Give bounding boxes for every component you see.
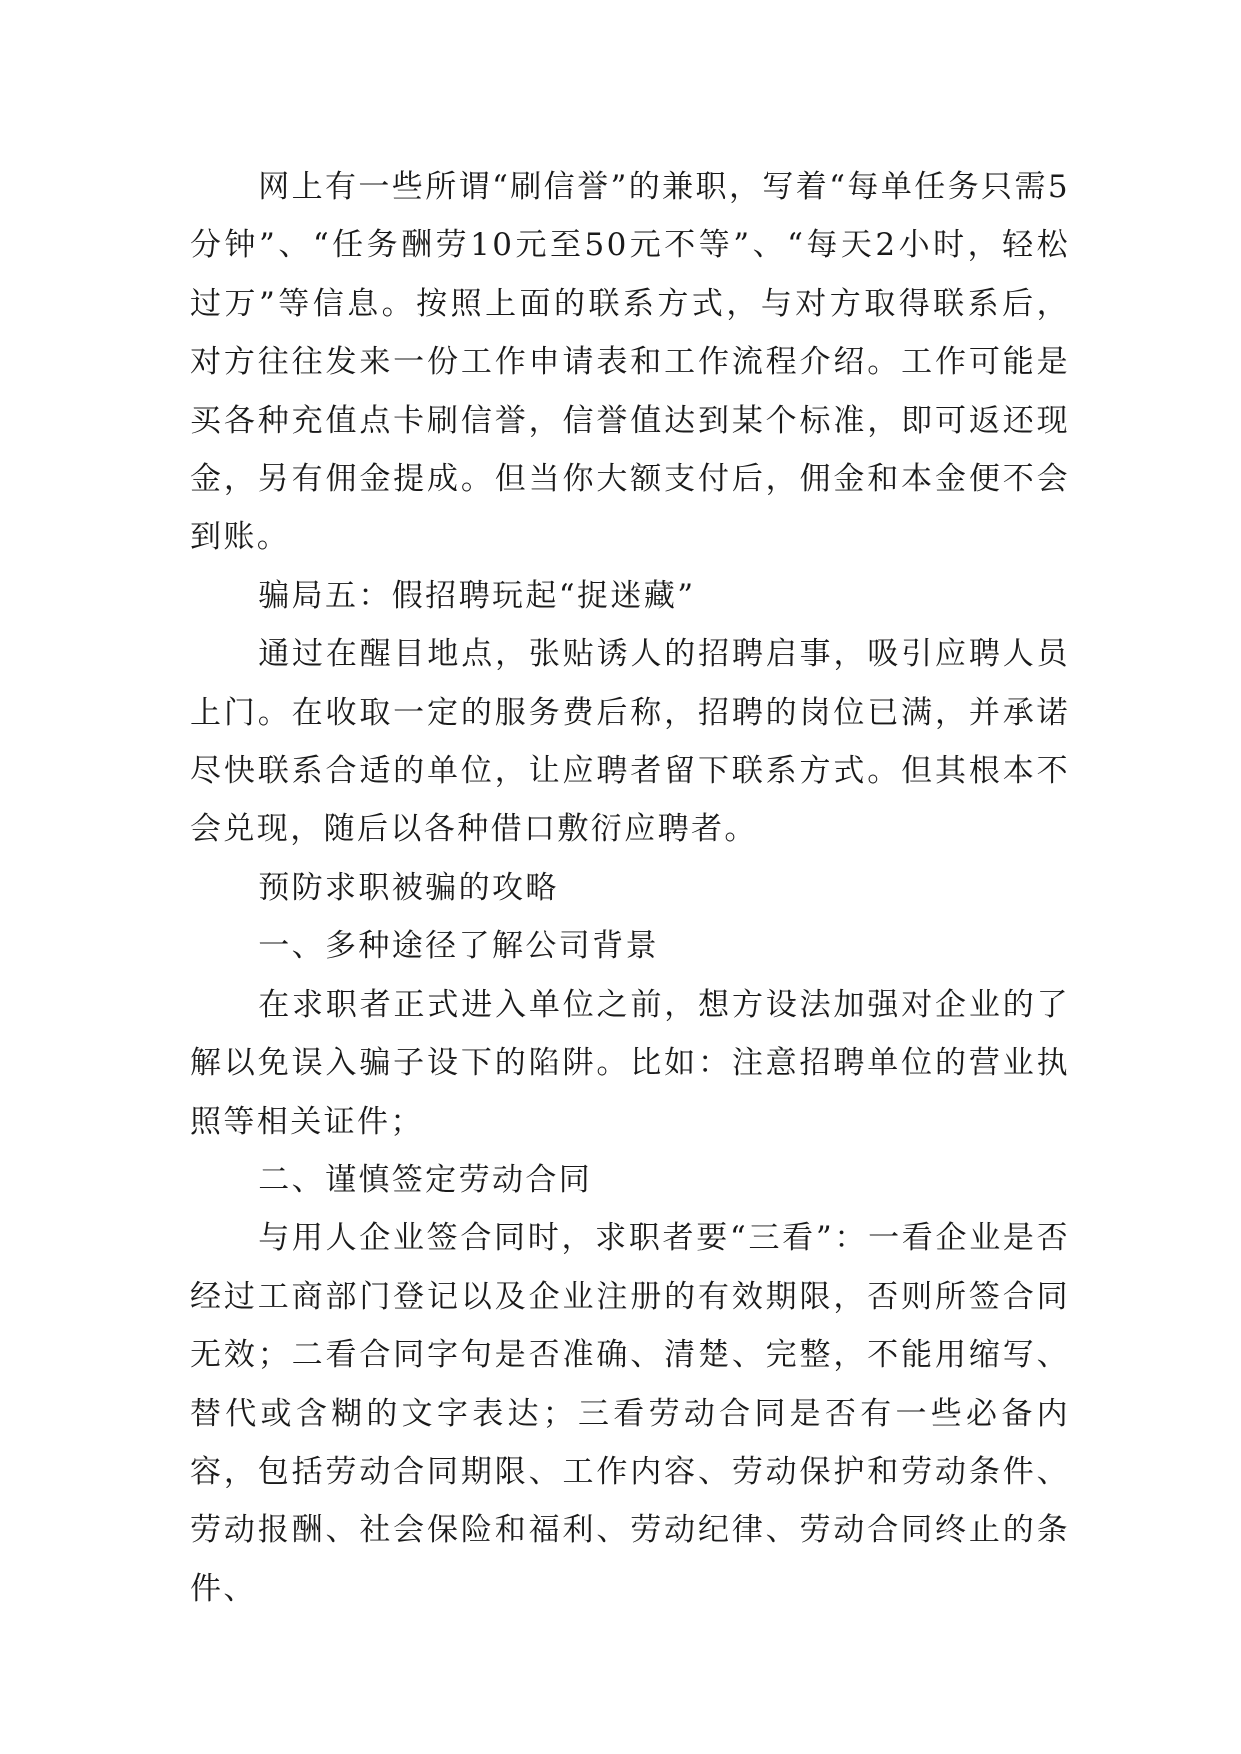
document-body bbox=[190, 158, 1070, 1618]
paragraph-tip-one: 在求职者正式进入单位之前，想方设法加强对企业的了解以免误入骗子设下的陷阱。比如：注意招聘单位的营业执照等相关证件； bbox=[190, 986, 1070, 1140]
heading-tip-one: 一、多种途径了解公司背景 bbox=[258, 928, 659, 965]
paragraph-fake-recruitment: 通过在醒目地点，张贴诱人的招聘启事，吸引应聘人员上门。在收取一定的服务费后称，招聘的岗位已满，并承诺尽快联系合适的单位，让应聘者留下联系方式。但其根本不会兑现，随后以各种借口敷衍应聘者。 bbox=[190, 636, 1070, 848]
heading-scam-five: 骗局五：假招聘玩起“捉迷藏” bbox=[258, 577, 696, 614]
heading-tip-two: 二、谨慎签定劳动合同 bbox=[258, 1161, 593, 1198]
paragraph-fake-credit-jobs: 网上有一些所谓“刷信誉”的兼职，写着“每单任务只需5分钟”、“任务酬劳10元至50元不等”、“每天2小时，轻松过万”等信息。按照上面的联系方式，与对方取得联系后，对方往往发来一份工作申请表和工作流程介绍。工作可能是买各种充值点卡刷信誉，信誉值达到某个标准，即可返还现金，另有佣金提成。但当你大额支付后，佣金和本金便不会到账。 bbox=[190, 169, 1070, 556]
heading-prevention-tips: 预防求职被骗的攻略 bbox=[258, 869, 559, 906]
paragraph-tip-two: 与用人企业签合同时，求职者要“三看”：一看企业是否经过工商部门登记以及企业注册的有效期限，否则所签合同无效；二看合同字句是否准确、清楚、完整，不能用缩写、替代或含糊的文字表达；三看劳动合同是否有一些必备内容，包括劳动合同期限、工作内容、劳动保护和劳动条件、劳动报酬、社会保险和福利、劳动纪律、劳动合同终止的条件、 bbox=[190, 1220, 1070, 1607]
